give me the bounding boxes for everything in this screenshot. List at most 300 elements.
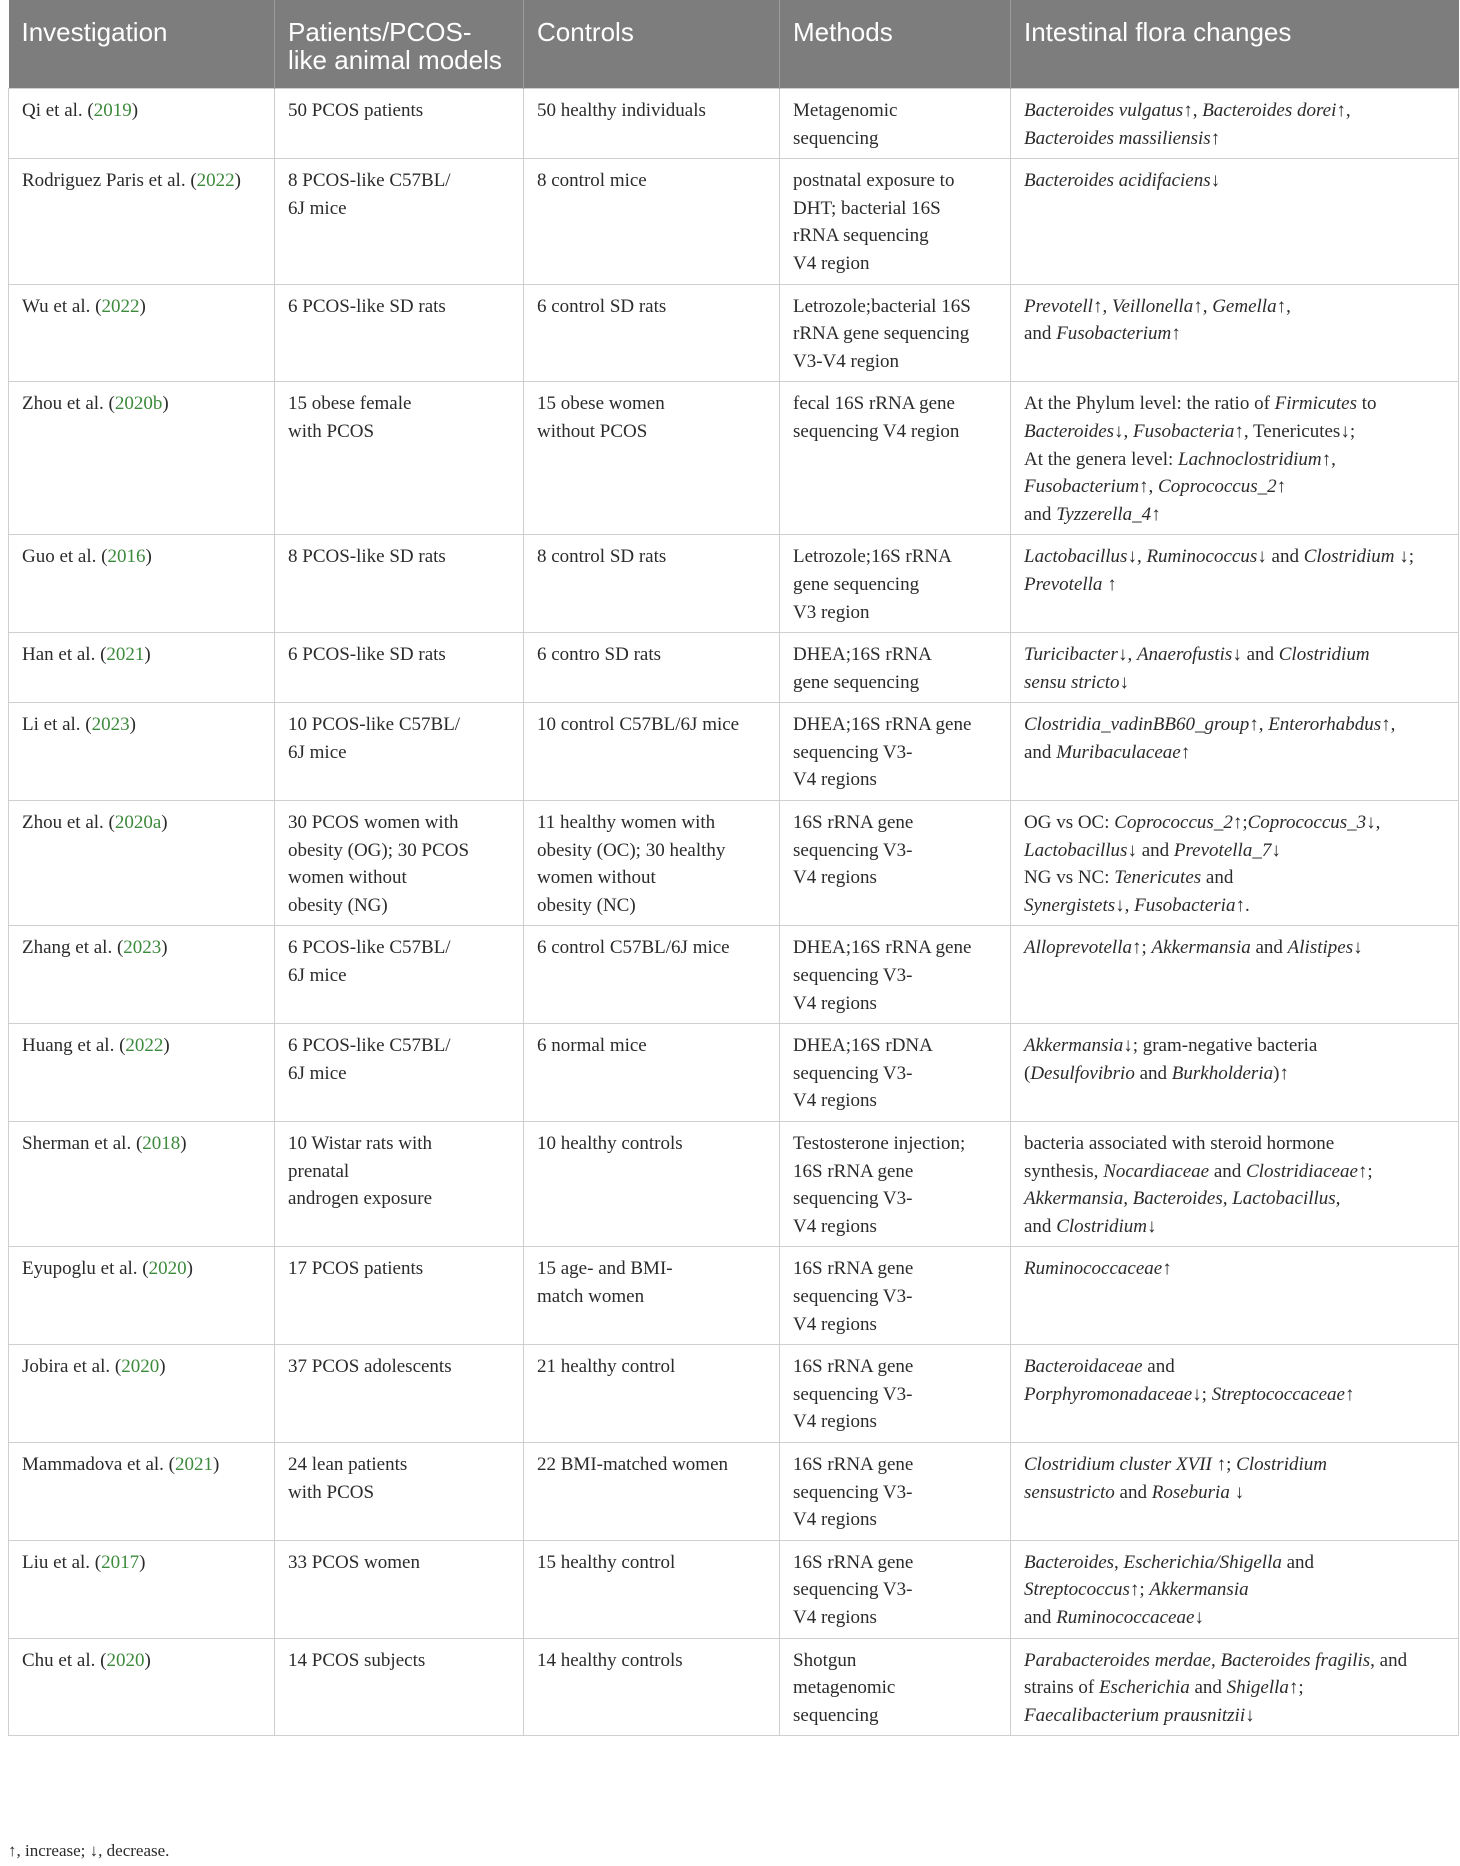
flora-text: ↓ and: [1127, 839, 1174, 861]
flora-text: OG vs OC:: [1024, 812, 1115, 834]
taxon-name: Prevotella_7: [1173, 839, 1272, 861]
flora-text: bacteria associated with steroid hormone: [1024, 1133, 1335, 1154]
flora-text: and: [1281, 1551, 1315, 1573]
year-link[interactable]: 2022: [101, 295, 140, 317]
patients-cell: [275, 926, 524, 1024]
taxon-name: Bacteroides: [1024, 1551, 1115, 1573]
taxon-name: Bacteroides fragilis: [1220, 1649, 1371, 1671]
author-text: Zhou et al. (: [22, 393, 115, 415]
patients-cell: [275, 1345, 524, 1443]
taxon-name: Shigella: [1226, 1677, 1289, 1699]
close-paren: ): [162, 393, 169, 415]
patients-cell: [275, 633, 524, 703]
cell-line: 21 healthy control: [537, 1356, 676, 1378]
cell-line: [1024, 1647, 1445, 1675]
cell-line: 15 obese female: [288, 393, 412, 415]
flora-text: ↓ and: [1232, 644, 1279, 666]
close-paren: ): [129, 714, 136, 736]
flora-text: ↑: [1102, 573, 1117, 595]
cell-line: sequencing V3-: [793, 1383, 913, 1405]
year-link[interactable]: 2016: [107, 546, 146, 568]
flora-text: ↑: [1344, 1383, 1355, 1405]
investigation-cell: [9, 1024, 275, 1122]
close-paren: ): [144, 1649, 151, 1671]
year-link[interactable]: 2017: [101, 1551, 140, 1573]
cell-line: [1024, 1353, 1445, 1381]
cell-line: obesity (NG): [288, 894, 388, 916]
cell-line: [1024, 1702, 1445, 1730]
cell-line: 16S rRNA gene: [793, 812, 914, 834]
year-link[interactable]: 2018: [142, 1133, 181, 1154]
table-row: [9, 1024, 1459, 1122]
taxon-name: sensu stricto: [1024, 671, 1120, 693]
year-link[interactable]: 2023: [91, 714, 130, 736]
cell-line: Letrozole;bacterial 16S: [793, 295, 971, 317]
table-row: [9, 703, 1459, 801]
methods-cell: [780, 535, 1011, 633]
methods-cell: [780, 1540, 1011, 1638]
cell-line: [1024, 1213, 1445, 1241]
flora-changes-cell: [1011, 535, 1459, 633]
flora-text: ↓: [1147, 1215, 1157, 1237]
cell-line: V3 region: [793, 601, 870, 623]
flora-text: ↑;: [1132, 937, 1152, 959]
controls-cell: [524, 89, 780, 159]
controls-cell: [524, 535, 780, 633]
cell-line: rRNA sequencing: [793, 225, 929, 247]
taxon-name: Tyzzerella_4: [1056, 503, 1152, 525]
flora-text: and: [1024, 1606, 1057, 1628]
investigation-cell: [9, 1442, 275, 1540]
taxon-name: Clostridium: [1056, 1215, 1147, 1237]
cell-line: sequencing: [793, 1704, 879, 1726]
cell-line: 50 PCOS patients: [288, 100, 424, 121]
cell-line: V4 regions: [793, 867, 877, 889]
methods-cell: [780, 1345, 1011, 1443]
investigation-cell: [9, 801, 275, 926]
flora-text: ↓: [1353, 937, 1363, 959]
cell-line: [1024, 864, 1445, 892]
table-row: [9, 89, 1459, 159]
patients-cell: [275, 535, 524, 633]
cell-line: [1024, 125, 1445, 153]
patients-cell: [275, 801, 524, 926]
cell-line: 15 healthy control: [537, 1551, 676, 1573]
taxon-name: Bacteroides: [1024, 420, 1115, 442]
flora-text: ↓: [1271, 839, 1281, 861]
flora-changes-cell: [1011, 801, 1459, 926]
table-row: [9, 535, 1459, 633]
cell-line: [1024, 711, 1445, 739]
flora-text: and: [1201, 867, 1234, 889]
cell-line: [1024, 543, 1445, 571]
flora-text: and: [1134, 1062, 1172, 1084]
flora-text: ↑,: [1276, 295, 1291, 317]
cell-line: 16S rRNA gene: [793, 1453, 914, 1475]
flora-text: to: [1356, 393, 1377, 415]
flora-text: ↓;: [1192, 1383, 1212, 1405]
methods-cell: [780, 633, 1011, 703]
controls-cell: [524, 1122, 780, 1247]
patients-cell: [275, 1442, 524, 1540]
cell-line: V4 regions: [793, 1313, 877, 1335]
flora-text: ↓: [1194, 1606, 1204, 1628]
cell-line: sequencing V4 region: [793, 420, 960, 442]
year-link[interactable]: 2020: [148, 1258, 187, 1280]
table-row: [9, 926, 1459, 1024]
author-text: Guo et al. (: [22, 546, 108, 568]
flora-text: ↑,: [1139, 476, 1159, 498]
taxon-name: Muribaculaceae: [1056, 741, 1181, 763]
flora-text: ↑,: [1092, 295, 1112, 317]
cell-line: Testosterone injection;: [793, 1133, 966, 1154]
cell-line: 6J mice: [288, 1062, 347, 1084]
author-text: Qi et al. (: [22, 100, 94, 121]
taxon-name: Fusobacterium: [1024, 476, 1140, 498]
flora-text: At the Phylum level: the ratio of: [1024, 393, 1275, 415]
taxon-name: Lactobacillus: [1024, 839, 1128, 861]
investigation-cell: [9, 284, 275, 382]
table-container: [8, 0, 1458, 1736]
year-link[interactable]: 2020: [121, 1356, 160, 1378]
taxon-name: Ruminococcaceae: [1056, 1606, 1195, 1628]
patients-cell: [275, 1540, 524, 1638]
taxon-name: Clostridium: [1278, 644, 1370, 666]
flora-text: ↑,: [1381, 714, 1396, 736]
cell-line: [1024, 501, 1445, 529]
header-methods: [780, 0, 1011, 89]
taxon-name: Prevotell: [1024, 295, 1093, 317]
cell-line: DHEA;16S rRNA: [793, 644, 932, 666]
cell-line: DHEA;16S rRNA gene: [793, 714, 972, 736]
cell-line: prenatal: [288, 1160, 350, 1182]
taxon-name: Clostridium: [1236, 1453, 1327, 1475]
flora-changes-cell: [1011, 1247, 1459, 1345]
cell-line: 16S rRNA gene: [793, 1258, 914, 1280]
cell-line: [1024, 892, 1445, 920]
taxon-name: Fusobacteria: [1134, 894, 1236, 916]
cell-line: [1024, 1451, 1445, 1479]
author-text: Jobira et al. (: [22, 1356, 122, 1378]
cell-line: 16S rRNA gene: [793, 1160, 914, 1182]
methods-cell: [780, 1638, 1011, 1736]
flora-changes-cell: [1011, 1540, 1459, 1638]
author-text: Mammadova et al. (: [22, 1453, 176, 1475]
patients-cell: [275, 284, 524, 382]
flora-changes-cell: [1011, 159, 1459, 284]
cell-line: sequencing V3-: [793, 1188, 913, 1210]
flora-changes-cell: [1011, 1122, 1459, 1247]
cell-line: 24 lean patients: [288, 1453, 408, 1475]
investigation-cell: [9, 89, 275, 159]
flora-text: ↑;: [1129, 1579, 1150, 1601]
patients-cell: [275, 703, 524, 801]
close-paren: ): [234, 170, 241, 192]
cell-line: Shotgun: [793, 1649, 857, 1671]
taxon-name: Escherichia: [1098, 1677, 1190, 1699]
table-row: [9, 1638, 1459, 1736]
controls-cell: [524, 1024, 780, 1122]
year-link[interactable]: 2023: [123, 937, 162, 959]
flora-changes-cell: [1011, 89, 1459, 159]
cell-line: 6 PCOS-like SD rats: [288, 644, 446, 666]
taxon-name: Clostridium cluster XVII: [1024, 1453, 1212, 1475]
taxon-name: Enterorhabdus: [1268, 714, 1382, 736]
flora-text: ↓: [1119, 671, 1130, 693]
close-paren: ): [180, 1133, 187, 1154]
flora-text: ↑,: [1183, 100, 1203, 121]
taxon-name: Anaerofustis: [1136, 644, 1233, 666]
methods-cell: [780, 89, 1011, 159]
cell-line: women without: [537, 867, 656, 889]
cell-line: 8 PCOS-like C57BL/: [288, 170, 451, 192]
flora-text: ↓;: [1394, 546, 1415, 568]
flora-changes-cell: [1011, 1345, 1459, 1443]
flora-text: ↑: [1210, 127, 1221, 149]
header-row: [9, 0, 1459, 89]
taxon-name: Clostridium: [1303, 546, 1395, 568]
cell-line: [1024, 739, 1445, 767]
close-paren: ): [131, 100, 139, 121]
author-text: Wu et al. (: [22, 295, 102, 317]
taxon-name: Coprococcus_2: [1158, 476, 1277, 498]
methods-cell: [780, 1122, 1011, 1247]
table-row: [9, 382, 1459, 535]
year-link[interactable]: 2022: [125, 1035, 164, 1057]
methods-cell: [780, 1247, 1011, 1345]
flora-text: ↑;: [1357, 1160, 1373, 1182]
cell-line: [1024, 669, 1445, 697]
taxon-name: Bacteroides vulgatus: [1024, 100, 1184, 121]
patients-cell: [275, 382, 524, 535]
taxon-name: Veillonella: [1111, 295, 1194, 317]
investigation-cell: [9, 382, 275, 535]
cell-line: [1024, 446, 1445, 474]
taxon-name: Synergistets: [1024, 894, 1116, 916]
cell-line: 14 PCOS subjects: [288, 1649, 426, 1671]
close-paren: ): [145, 546, 152, 568]
header-line: Methods: [793, 17, 893, 47]
cell-line: fecal 16S rRNA gene: [793, 393, 955, 415]
taxon-name: Ruminococcaceae: [1024, 1258, 1163, 1280]
taxon-name: Akkermansia: [1024, 1035, 1124, 1057]
flora-text: ↓; gram-negative bacteria: [1123, 1035, 1318, 1057]
flora-text: ↑;: [1232, 812, 1248, 834]
investigation-cell: [9, 1345, 275, 1443]
cell-line: [1024, 473, 1445, 501]
cell-line: 37 PCOS adolescents: [288, 1356, 452, 1378]
methods-cell: [780, 284, 1011, 382]
flora-changes-cell: [1011, 633, 1459, 703]
cell-line: [1024, 1158, 1445, 1186]
methods-cell: [780, 159, 1011, 284]
flora-text: ↑;: [1211, 1453, 1237, 1475]
flora-text: ↑,: [1336, 100, 1351, 121]
flora-text: ↑: [1180, 741, 1191, 763]
cell-line: 10 Wistar rats with: [288, 1133, 433, 1154]
taxon-name: Streptococcaceae: [1211, 1383, 1345, 1405]
taxon-name: Alistipes: [1287, 937, 1354, 959]
table-body: [9, 89, 1459, 1736]
flora-text: ↓,: [1127, 546, 1147, 568]
close-paren: ): [139, 295, 146, 317]
investigation-cell: [9, 703, 275, 801]
cell-line: sequencing V3-: [793, 1062, 913, 1084]
close-paren: ): [161, 812, 168, 834]
header-line: Intestinal flora changes: [1024, 17, 1292, 47]
flora-text: and: [1209, 1160, 1246, 1182]
flora-text: ↑.: [1235, 894, 1250, 916]
year-link[interactable]: 2021: [106, 644, 145, 666]
flora-text: (: [1024, 1062, 1031, 1084]
cell-line: sequencing V3-: [793, 1285, 913, 1307]
controls-cell: [524, 1247, 780, 1345]
taxon-name: Roseburia: [1151, 1481, 1230, 1503]
investigation-cell: [9, 159, 275, 284]
close-paren: ): [144, 644, 151, 666]
year-link[interactable]: 2022: [196, 170, 235, 192]
methods-cell: [780, 801, 1011, 926]
flora-text: ↑: [1162, 1258, 1172, 1280]
year-link[interactable]: 2019: [93, 100, 132, 121]
table-row: [9, 1345, 1459, 1443]
taxon-name: Lactobacillus: [1024, 546, 1128, 568]
table-row: [9, 633, 1459, 703]
header-line: Investigation: [21, 17, 168, 47]
cell-line: 8 control mice: [537, 170, 647, 192]
cell-line: DHT; bacterial 16S: [793, 197, 941, 219]
cell-line: V4 regions: [793, 1090, 877, 1112]
patients-cell: [275, 1024, 524, 1122]
cell-line: match women: [537, 1285, 645, 1307]
flora-text: ↓: [1245, 1704, 1255, 1726]
flora-table: [8, 0, 1459, 1736]
header-line: Patients/PCOS-: [288, 17, 472, 47]
taxon-name: Bacteroides acidifaciens: [1024, 170, 1211, 192]
flora-text: ,: [1210, 1649, 1221, 1671]
cell-line: with PCOS: [288, 1481, 375, 1503]
author-text: Chu et al. (: [22, 1649, 107, 1671]
cell-line: [1024, 1576, 1445, 1604]
taxon-name: Bacteroidaceae: [1024, 1356, 1143, 1378]
flora-changes-cell: [1011, 382, 1459, 535]
flora-text: ↓,: [1117, 644, 1137, 666]
taxon-name: Clostridia_vadinBB60_group: [1024, 714, 1250, 736]
cell-line: 10 PCOS-like C57BL/: [288, 714, 461, 736]
cell-line: [1024, 1479, 1445, 1507]
table-row: [9, 284, 1459, 382]
flora-text: ↓: [1229, 1481, 1245, 1503]
cell-line: 6 control SD rats: [537, 295, 667, 317]
cell-line: obesity (NC): [537, 894, 636, 916]
flora-text: ↑,: [1321, 448, 1336, 470]
cell-line: 14 healthy controls: [537, 1649, 683, 1671]
header-investigation: [9, 0, 275, 89]
flora-text: and: [1250, 937, 1288, 959]
cell-line: 11 healthy women with: [537, 812, 716, 834]
author-text: Eyupoglu et al. (: [22, 1258, 149, 1280]
flora-text: and: [1024, 741, 1057, 763]
author-text: Sherman et al. (: [22, 1133, 143, 1154]
taxon-name: Escherichia/Shigella: [1123, 1551, 1282, 1573]
close-paren: ): [186, 1258, 193, 1280]
taxon-name: Nocardiaceae: [1103, 1160, 1210, 1182]
close-paren: ): [139, 1551, 146, 1573]
taxon-name: Prevotella: [1024, 573, 1103, 595]
taxon-name: Ruminococcus: [1146, 546, 1258, 568]
flora-text: ↑, Tenericutes↓;: [1234, 420, 1356, 442]
cell-line: [1024, 641, 1445, 669]
flora-text: and: [1142, 1356, 1175, 1378]
patients-cell: [275, 1247, 524, 1345]
flora-text: )↑: [1273, 1062, 1289, 1084]
cell-line: [1024, 418, 1445, 446]
cell-line: V4 regions: [793, 1509, 877, 1531]
controls-cell: [524, 1442, 780, 1540]
cell-line: Metagenomic: [793, 100, 898, 121]
patients-cell: [275, 1122, 524, 1247]
cell-line: [1024, 934, 1445, 962]
cell-line: V4 regions: [793, 1215, 877, 1237]
taxon-name: Turicibacter: [1024, 644, 1118, 666]
flora-text: and: [1024, 323, 1057, 345]
cell-line: 15 obese women: [537, 393, 665, 415]
flora-text: ↑: [1171, 323, 1181, 345]
taxon-name: Tenericutes: [1114, 867, 1202, 889]
cell-line: sequencing V3-: [793, 839, 913, 861]
taxon-name: Akkermansia: [1151, 937, 1251, 959]
year-link[interactable]: 2020: [106, 1649, 145, 1671]
cell-line: sequencing V3-: [793, 1481, 913, 1503]
author-text: Zhou et al. (: [22, 812, 115, 834]
table-row: [9, 1540, 1459, 1638]
year-link[interactable]: 2020a: [114, 812, 162, 834]
controls-cell: [524, 284, 780, 382]
cell-line: [1024, 320, 1445, 348]
cell-line: sequencing: [793, 127, 879, 149]
year-link[interactable]: 2021: [175, 1453, 214, 1475]
flora-changes-cell: [1011, 926, 1459, 1024]
cell-line: V4 regions: [793, 1606, 877, 1628]
cell-line: 6J mice: [288, 965, 347, 987]
flora-text: and: [1189, 1677, 1227, 1699]
taxon-name: Lachnoclostridium: [1178, 448, 1322, 470]
cell-line: sequencing V3-: [793, 1579, 913, 1601]
flora-text: ↓ and: [1257, 546, 1304, 568]
taxon-name: Parabacteroides merdae: [1024, 1649, 1211, 1671]
taxon-name: Alloprevotella: [1024, 937, 1132, 959]
flora-changes-cell: [1011, 1024, 1459, 1122]
year-link[interactable]: 2020b: [114, 393, 163, 415]
taxon-name: sensustricto: [1024, 1481, 1115, 1503]
investigation-cell: [9, 1122, 275, 1247]
cell-line: metagenomic: [793, 1677, 896, 1699]
cell-line: [1024, 1032, 1445, 1060]
cell-line: with PCOS: [288, 420, 375, 442]
table-row: [9, 1442, 1459, 1540]
table-header: [9, 0, 1459, 89]
flora-text: NG vs NC:: [1024, 867, 1115, 889]
cell-line: [1024, 390, 1445, 418]
flora-text: ,: [1114, 1551, 1124, 1573]
controls-cell: [524, 703, 780, 801]
methods-cell: [780, 1442, 1011, 1540]
flora-text: At the genera level:: [1024, 448, 1179, 470]
cell-line: postnatal exposure to: [793, 170, 955, 192]
flora-text: ↑: [1151, 503, 1161, 525]
close-paren: ): [159, 1356, 166, 1378]
cell-line: [1024, 1549, 1445, 1577]
